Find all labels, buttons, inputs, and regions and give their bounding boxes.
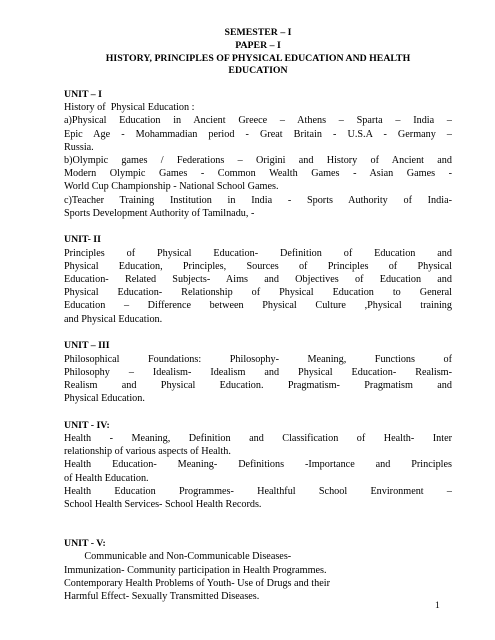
unit-text-line: Philosophy – Idealism- Idealism and Physical Education- Realism- xyxy=(64,366,452,378)
unit-section xyxy=(64,88,452,220)
unit-section xyxy=(64,233,452,325)
unit-text-line: of Health Education. xyxy=(64,472,149,484)
unit-text-line: and Physical Education. xyxy=(64,313,163,325)
section-spacer xyxy=(64,220,452,234)
units-body xyxy=(64,88,452,603)
unit-section xyxy=(64,537,452,603)
syllabus-header xyxy=(64,27,452,78)
unit-text-line: Education- Related Subjects- Aims and Objectives of Education and xyxy=(64,274,452,286)
section-spacer xyxy=(64,511,452,537)
unit-section xyxy=(64,339,452,405)
unit-text-line: Health Education- Meaning- Definitions -Importance and Principles xyxy=(64,459,452,471)
unit-heading: UNIT- II xyxy=(64,234,101,246)
semester-heading: SEMESTER – I xyxy=(224,27,292,38)
unit-text-line: Communicable and Non-Communicable Diseases- xyxy=(64,551,292,563)
paper-title-line-2: EDUCATION xyxy=(228,65,288,77)
unit-heading: UNIT – III xyxy=(64,340,110,352)
paper-title-line-1: HISTORY, PRINCIPLES OF PHYSICAL EDUCATION AND HEALTH xyxy=(105,52,411,64)
unit-text-line: History of Physical Education : xyxy=(64,102,195,114)
unit-text-line: Realism and Physical Education. Pragmatism- Pragmatism and xyxy=(64,379,452,391)
unit-text-line: c)Teacher Training Institution in India - Sports Authority of India- xyxy=(64,194,452,206)
unit-text-line: Health Education Programmes- Healthful School Environment – xyxy=(64,485,452,497)
unit-heading: UNIT - IV: xyxy=(64,419,110,431)
unit-text-line: Physical Education. xyxy=(64,393,145,405)
unit-text-line: Education – Difference between Physical Culture ,Physical training xyxy=(64,300,452,312)
unit-text-line: Harmful Effect- Sexually Transmitted Diseases. xyxy=(64,590,260,602)
unit-text-line: World Cup Championship - National School Games. xyxy=(64,181,279,193)
page-number: 1 xyxy=(435,601,440,611)
unit-text-line: relationship of various aspects of Health. xyxy=(64,446,231,458)
unit-text-line: Contemporary Health Problems of Youth- Use of Drugs and their xyxy=(64,577,330,589)
section-spacer xyxy=(64,405,452,419)
unit-text-line: Russia. xyxy=(64,141,94,153)
unit-text-line: a)Physical Education in Ancient Greece – Athens – Sparta – India – xyxy=(64,115,452,127)
unit-text-line: Physical Education- Relationship of Physical Education to General xyxy=(64,287,452,299)
unit-text-line: Sports Development Authority of Tamilnadu, - xyxy=(64,207,255,219)
unit-text-line: Principles of Physical Education- Definition of Education and xyxy=(64,247,452,259)
unit-text-line: Immunization- Community participation in Health Programmes. xyxy=(64,564,327,576)
unit-text-line: Modern Olympic Games - Common Wealth Games - Asian Games - xyxy=(64,168,452,180)
unit-heading: UNIT - V: xyxy=(64,538,106,550)
unit-text-line: Philosophical Foundations: Philosophy- Meaning, Functions of xyxy=(64,353,452,365)
unit-text-line: School Health Services- School Health Records. xyxy=(64,498,262,510)
paper-heading: PAPER – I xyxy=(235,39,281,51)
unit-text-line: b)Olympic games / Federations – Origini and History of Ancient and xyxy=(64,154,452,166)
unit-text-line: Physical Education, Principles, Sources of Principles of Physical xyxy=(64,260,452,272)
unit-text-line: Health - Meaning, Definition and Classification of Health- Inter xyxy=(64,432,452,444)
unit-heading: UNIT – I xyxy=(64,89,102,100)
section-spacer xyxy=(64,326,452,340)
unit-text-line: Epic Age - Mohammadian period - Great Britain - U.S.A - Germany – xyxy=(64,128,452,140)
unit-section xyxy=(64,419,452,511)
